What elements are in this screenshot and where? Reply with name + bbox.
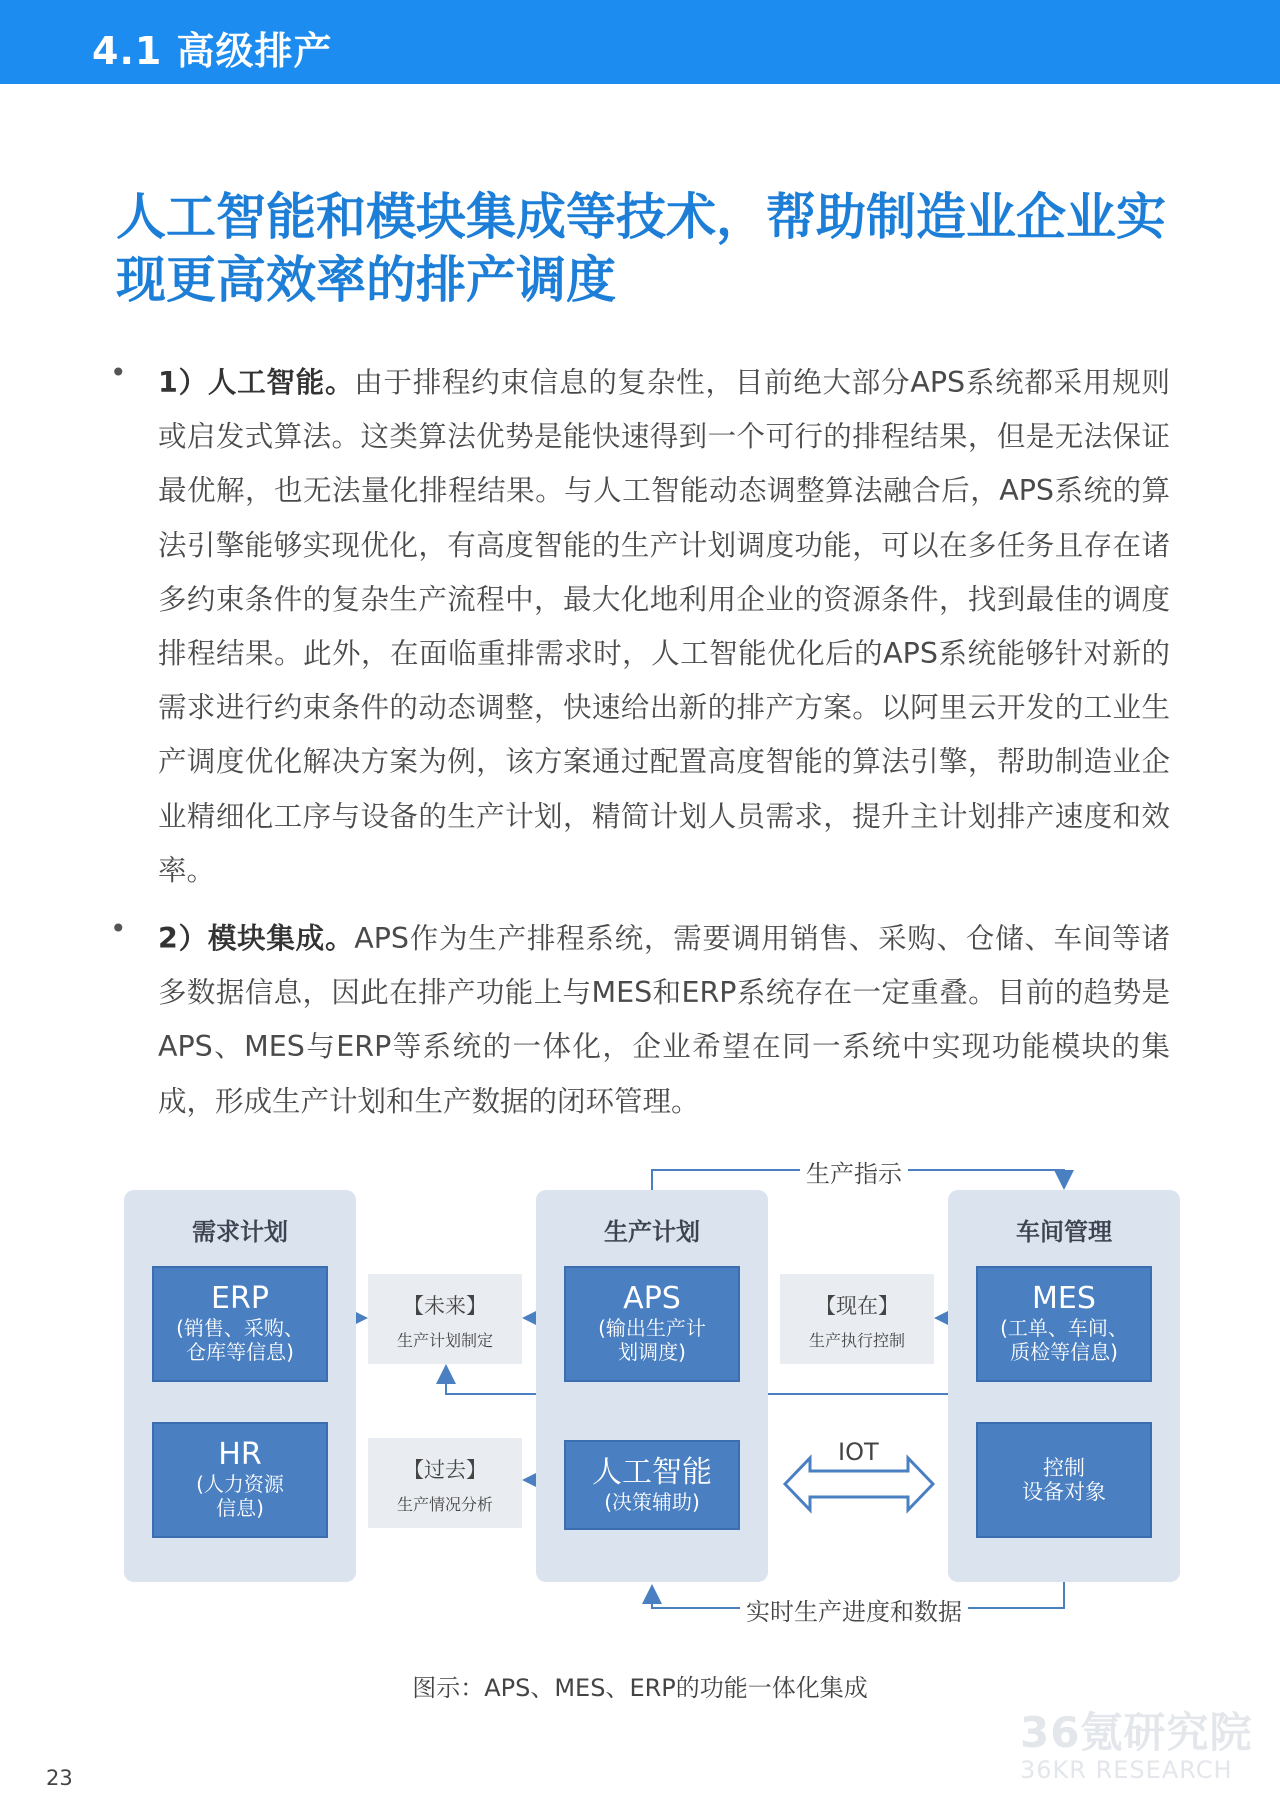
mes-box — [976, 1266, 1152, 1382]
watermark-subtitle: 36KR RESEARCH — [1020, 1756, 1233, 1784]
erp-desc-1: (销售、采购、 — [176, 1316, 304, 1340]
demand-plan-title: 需求计划 — [192, 1218, 288, 1246]
iot-label: IOT — [838, 1438, 879, 1466]
erp-desc-2: 仓库等信息) — [186, 1340, 294, 1364]
ai-name: 人工智能 — [592, 1455, 712, 1490]
section-header-bar — [0, 0, 1280, 84]
aps-desc-2: 划调度) — [618, 1340, 686, 1364]
mes-desc-2: 质检等信息) — [1010, 1340, 1118, 1364]
mes-name: MES — [1032, 1281, 1096, 1316]
demand-plan-column — [124, 1190, 356, 1582]
bullet-item — [110, 356, 1170, 898]
bullet-lead: 2）模块集成。 — [158, 922, 355, 955]
past-tag: 【过去】 — [403, 1458, 487, 1482]
page-headline: 人工智能和模块集成等技术，帮助制造业企业实现更高效率的排产调度 — [116, 188, 1166, 309]
production-instruction-label: 生产指示 — [800, 1154, 908, 1189]
hr-box — [152, 1422, 328, 1538]
bullet-text: 由于排程约束信息的复杂性，目前绝大部分APS系统都采用规则或启发式算法。这类算法优势是能快速得到一个可行的排程结果，但是无法保证最优解，也无法量化排程结果。与人工智能动态调整算法融合后，APS系统的算法引擎能够实现优化，有高度智能的生产计划调度功能，可以在多任务且存在诸多约束条件的复杂生产流程中，最大化地利用企业的资源条件，找到最佳的调度排程结果。此外，在面临重排需求时，人工智能优化后的APS系统能够针对新的需求进行约束条件的动态调整，快速给出新的排产方案。以阿里云开发的工业生产调度优化解决方案为例，该方案通过配置高度智能的算法引擎，帮助制造业企业精细化工序与设备的生产计划，精简计划人员需求，提升主计划排产速度和效率。 — [158, 366, 1170, 887]
bullet-paragraph — [158, 912, 1170, 1129]
ai-desc: (决策辅助) — [604, 1490, 700, 1514]
control-line-2: 设备对象 — [1022, 1480, 1106, 1504]
aps-box — [564, 1266, 740, 1382]
erp-name: ERP — [211, 1281, 269, 1316]
control-device-box — [976, 1422, 1152, 1538]
now-tag: 【现在】 — [815, 1294, 899, 1318]
production-plan-column — [536, 1190, 768, 1582]
bullet-lead: 1）人工智能。 — [158, 366, 355, 399]
control-line-1: 控制 — [1043, 1456, 1085, 1480]
realtime-data-label: 实时生产进度和数据 — [740, 1592, 968, 1627]
hr-desc-1: (人力资源 — [196, 1472, 284, 1496]
workshop-management-title: 车间管理 — [1016, 1218, 1112, 1246]
mes-desc-1: (工单、车间、 — [1000, 1316, 1128, 1340]
page-number: 23 — [46, 1766, 73, 1790]
past-box — [368, 1438, 522, 1528]
erp-box — [152, 1266, 328, 1382]
bullet-paragraph — [158, 356, 1170, 898]
bullet-item — [110, 912, 1170, 1129]
now-desc: 生产执行控制 — [808, 1331, 905, 1350]
watermark-logo: 36氪研究院 — [1020, 1708, 1253, 1757]
past-desc: 生产情况分析 — [396, 1495, 493, 1514]
future-box — [368, 1274, 522, 1364]
ai-box — [564, 1440, 740, 1530]
section-title: 4.1 高级排产 — [92, 29, 333, 73]
future-desc: 生产计划制定 — [396, 1331, 493, 1350]
hr-desc-2: 信息) — [216, 1496, 264, 1520]
workshop-management-column — [948, 1190, 1180, 1582]
future-tag: 【未来】 — [403, 1294, 487, 1318]
aps-name: APS — [623, 1281, 681, 1316]
bullet-dot: • — [110, 912, 127, 945]
now-box — [780, 1274, 934, 1364]
hr-name: HR — [218, 1437, 262, 1472]
bullet-dot: • — [110, 356, 127, 389]
figure-caption: 图示：APS、MES、ERP的功能一体化集成 — [412, 1674, 868, 1702]
bullet-text: APS作为生产排程系统，需要调用销售、采购、仓储、车间等诸多数据信息，因此在排产功能上与MES和ERP系统存在一定重叠。目前的趋势是APS、MES与ERP等系统的一体化，企业希望在同一系统中实现功能模块的集成，形成生产计划和生产数据的闭环管理。 — [158, 922, 1170, 1118]
production-plan-title: 生产计划 — [604, 1218, 700, 1246]
integration-diagram — [120, 1148, 1190, 1648]
aps-desc-1: (输出生产计 — [598, 1316, 706, 1340]
